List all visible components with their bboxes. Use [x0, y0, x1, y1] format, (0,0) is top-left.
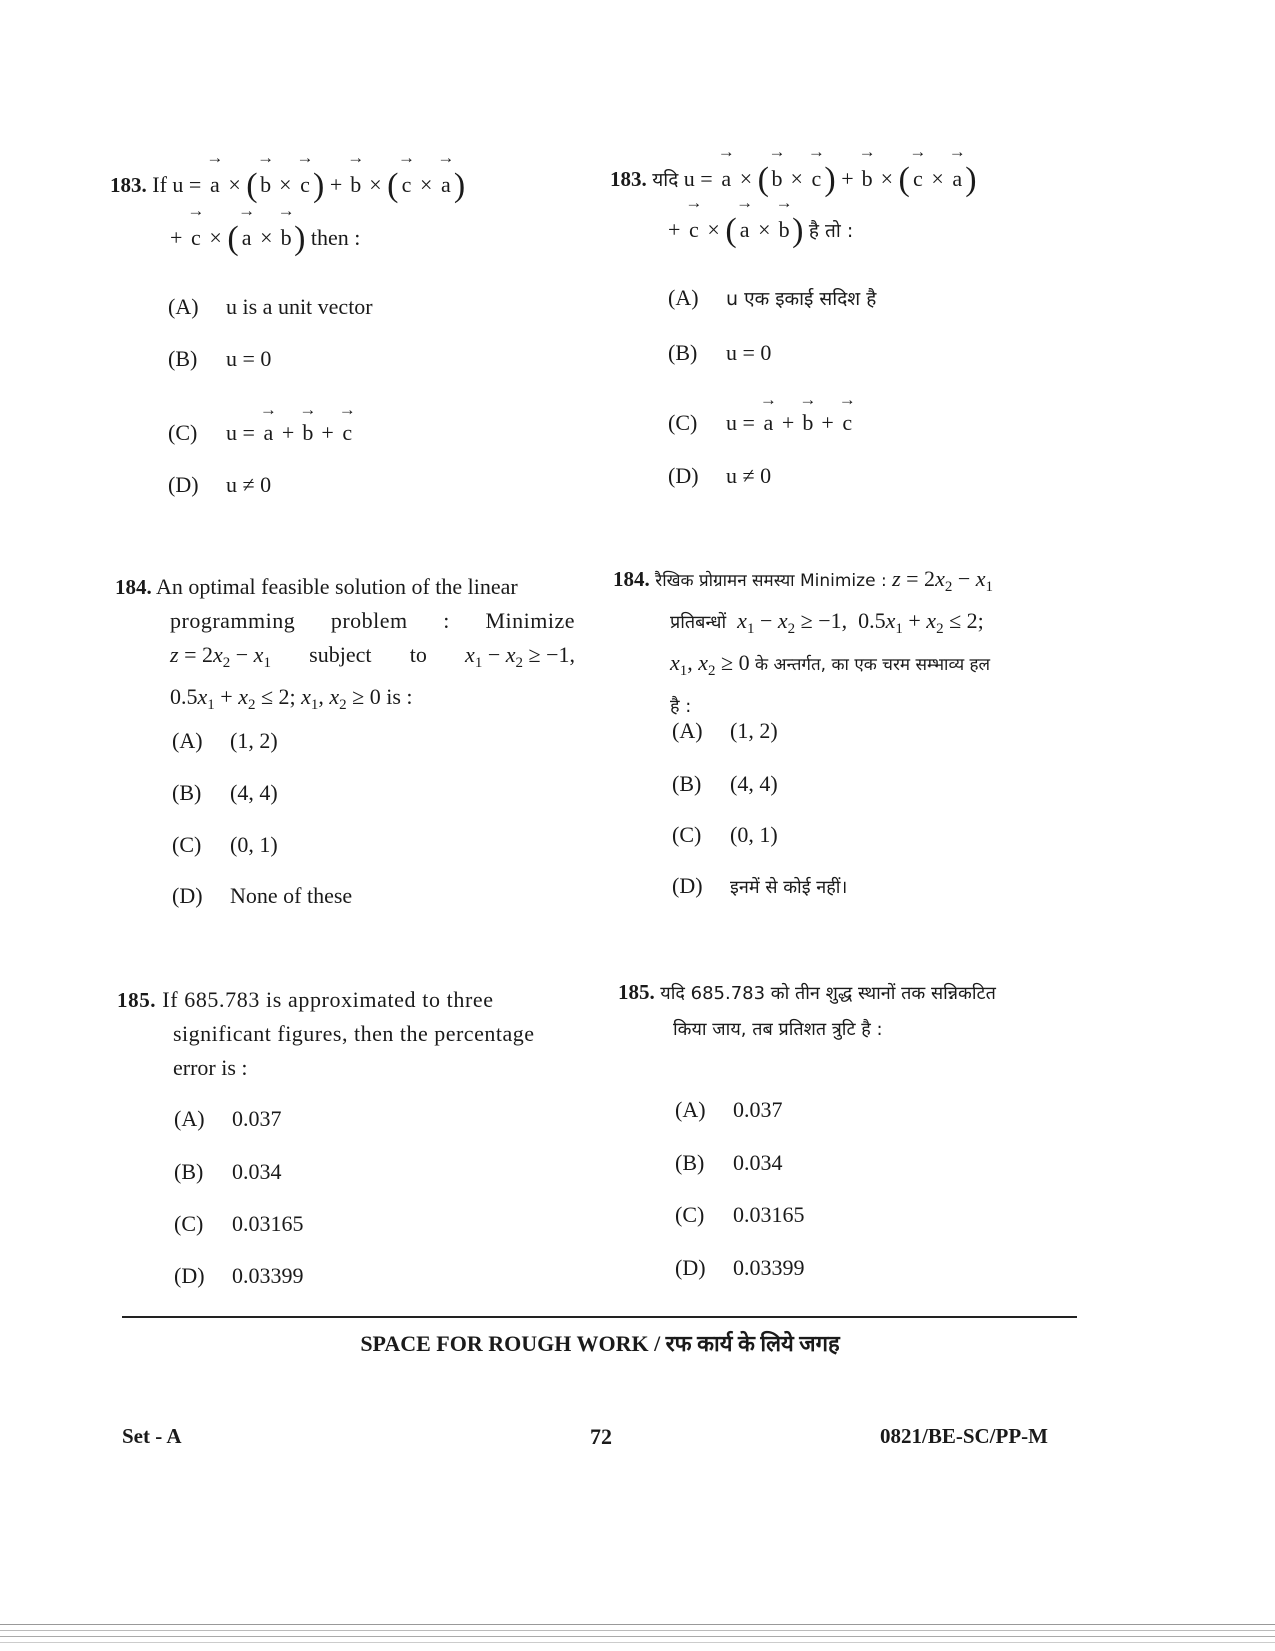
q184-en-option-a[interactable]: (A) (1, 2): [172, 728, 278, 753]
vec-a: → a: [262, 420, 274, 446]
q183-hi-option-c[interactable]: (C) u = → a + → b + → c: [668, 410, 855, 436]
q183-u-eq: u =: [172, 172, 202, 197]
q183-number: 183.: [110, 173, 147, 197]
q183-number: 183.: [610, 167, 647, 191]
q183-hi-option-b[interactable]: (B) u = 0: [668, 340, 772, 365]
vec-b: → b: [280, 221, 292, 255]
q184-number: 184.: [115, 575, 152, 599]
footer-set: Set - A: [122, 1424, 182, 1448]
q184-en-option-c[interactable]: (C) (0, 1): [172, 832, 278, 857]
q185-en-option-d[interactable]: (D) 0.03399: [174, 1263, 304, 1288]
vec-b: → b: [302, 420, 314, 446]
q184-hi-option-b[interactable]: (B) (4, 4): [672, 771, 778, 796]
scan-edge-line: [0, 1624, 1275, 1625]
q184-hi-option-d[interactable]: (D) इनमें से कोई नहीं।: [672, 873, 848, 898]
q185-number: 185.: [117, 988, 157, 1012]
vec-c: → c: [341, 420, 353, 446]
footer-page-number: 72: [590, 1424, 612, 1449]
scan-edge-line: [0, 1636, 1275, 1637]
q185-hi-option-a[interactable]: (A) 0.037: [675, 1097, 783, 1122]
rough-work-label: SPACE FOR ROUGH WORK / रफ कार्य के लिये जगह: [360, 1331, 840, 1356]
q183-hi-if: यदि: [652, 169, 679, 191]
vec-c: → c: [401, 168, 413, 202]
q183-en-option-d[interactable]: (D) u ≠ 0: [168, 472, 272, 497]
q184-en: 184. An optimal feasible solution of the linear programming problem : Minimize $z = 2x_2 - x_1$ subject to $x_1 - x_2 \ge -1$, $0.5x_1 + x_2 \le 2$; $x_1$, $x_2 \ge 0$ is :: [115, 574, 575, 713]
vec-c: → c: [190, 221, 202, 255]
q184-hi: 184. रैखिक प्रोग्रामन समस्या Minimize : $z = 2x_2 - x_1$ प्रतिबन्धों $x_1 - x_2 \ge -1$, $0.5x_1 + x_2 \le 2$; $x_1$, $x_2 \ge 0$ के अन्तर्गत, का एक चरम सम्भाव्य हल है :: [613, 566, 994, 717]
q185-number: 185.: [618, 980, 655, 1004]
vec-a: → a: [440, 168, 452, 202]
q184-number: 184.: [613, 567, 650, 591]
q185-hi: 185. यदि 685.783 को तीन शुद्ध स्थानों तक सन्निकटित किया जाय, तब प्रतिशत त्रुटि है :: [618, 980, 996, 1040]
q184-en-option-d[interactable]: (D) None of these: [172, 883, 353, 908]
q183-if: If: [152, 172, 167, 197]
q185-hi-option-b[interactable]: (B) 0.034: [675, 1150, 783, 1175]
rough-work-divider: [122, 1316, 1077, 1318]
q185-hi-option-c[interactable]: (C) 0.03165: [675, 1202, 805, 1227]
vec-b: → b: [350, 168, 362, 202]
q183-en-option-a[interactable]: (A) u is a unit vector: [168, 294, 373, 319]
vec-a: → a: [209, 168, 221, 202]
q184-hi-option-a[interactable]: (A) (1, 2): [672, 718, 778, 743]
scan-edge-line: [0, 1642, 1275, 1643]
q184-en-option-b[interactable]: (B) (4, 4): [172, 780, 278, 805]
q183-hi-option-a[interactable]: (A) u एक इकाई सदिश है: [668, 285, 877, 310]
q185-en: 185. If 685.783 is approximated to three significant figures, then the percentage error is :: [117, 987, 535, 1080]
q185-en-option-c[interactable]: (C) 0.03165: [174, 1211, 304, 1236]
q183-en-option-c[interactable]: (C) u = → a + → b + → c: [168, 420, 355, 446]
q183-en-option-b[interactable]: (B) u = 0: [168, 346, 272, 371]
scan-edge-line: [0, 1630, 1275, 1631]
q183-hi-then: है तो :: [808, 220, 854, 242]
vec-a: → a: [241, 221, 253, 255]
q185-hi-option-d[interactable]: (D) 0.03399: [675, 1255, 805, 1280]
q183-then: then :: [310, 225, 361, 250]
vec-c: → c: [299, 168, 311, 202]
q183-hi-option-d[interactable]: (D) u ≠ 0: [668, 463, 772, 488]
q184-hi-option-c[interactable]: (C) (0, 1): [672, 822, 778, 847]
q183-hi: 183. यदि u = → a × (→ b × → c) + → b × (→ c × → a) + → c × (→ a × → b) है तो :: [610, 162, 1090, 248]
q185-en-option-b[interactable]: (B) 0.034: [174, 1159, 282, 1184]
q183-en: 183. If u = → a × (→ b × → c) + → b × (→ c × → a) + → c × (→ a × → b) then :: [110, 168, 590, 256]
q185-en-option-a[interactable]: (A) 0.037: [174, 1106, 282, 1131]
footer-paper-code: 0821/BE-SC/PP-M: [880, 1424, 1048, 1448]
vec-b: → b: [260, 168, 272, 202]
